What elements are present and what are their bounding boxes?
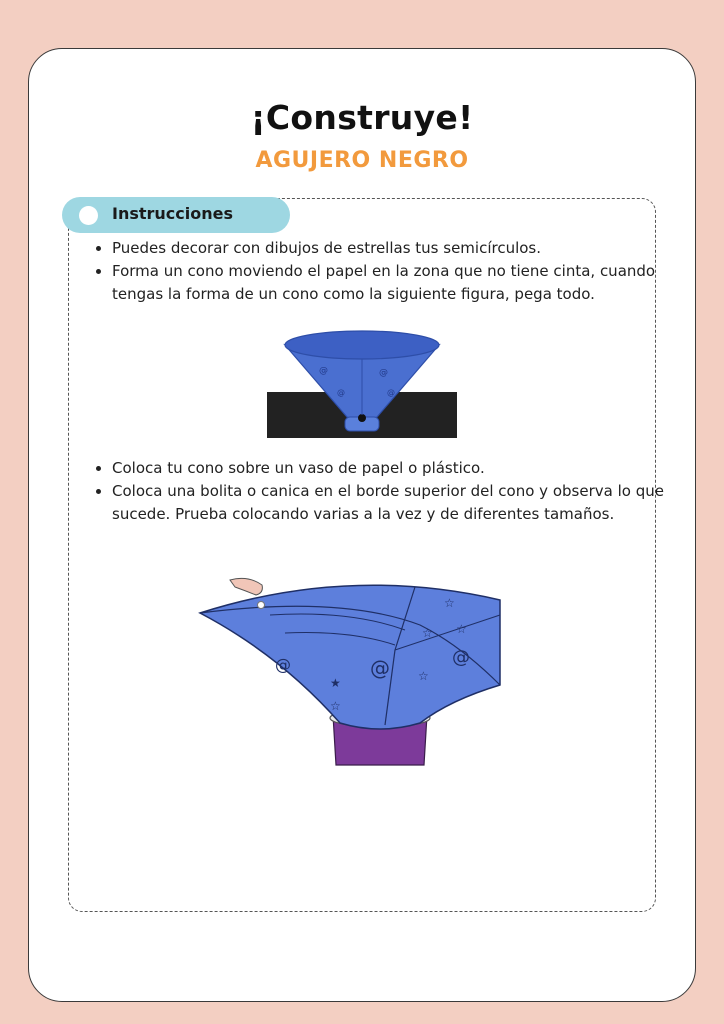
finger-icon [230,578,262,595]
svg-text:☆: ☆ [418,669,429,683]
list-item: • Coloca una bolita o canica en el borde superior del cono y observa lo que sucede. Prueba colocando varias a la vez y de diferentes tamaños. [112,480,672,526]
svg-text:@: @ [337,388,345,397]
list-item: • Puedes decorar con dibujos de estrellas tus semicírculos. [112,237,672,260]
page-subtitle: AGUJERO NEGRO [255,148,469,173]
pill-dot-icon [79,206,98,225]
svg-text:@: @ [275,655,291,674]
instruction-list-1 [94,237,672,306]
svg-text:@: @ [379,368,388,378]
cone-hole [358,414,366,422]
svg-text:@: @ [387,388,395,397]
svg-text:@: @ [370,656,390,680]
svg-text:☆: ☆ [444,596,455,610]
svg-text:@: @ [319,366,328,376]
marble-icon [258,602,265,609]
cone-on-stand-illustration [267,325,459,440]
svg-text:★: ★ [330,676,341,690]
svg-text:☆: ☆ [456,622,467,636]
instruction-list-2 [94,457,672,526]
page-title: ¡Construye! [250,98,474,137]
svg-text:☆: ☆ [330,699,341,713]
section-label: Instrucciones [112,204,234,223]
list-item: • Forma un cono moviendo el papel en la zona que no tiene cinta, cuando tengas la forma de un cono como la siguiente figura, pega todo. [112,260,672,306]
list-item: • Coloca tu cono sobre un vaso de papel o plástico. [112,457,672,480]
cone-rim [285,331,439,359]
svg-text:☆: ☆ [422,626,433,640]
cone-on-cup-illustration [190,575,502,770]
svg-text:@: @ [452,647,470,668]
